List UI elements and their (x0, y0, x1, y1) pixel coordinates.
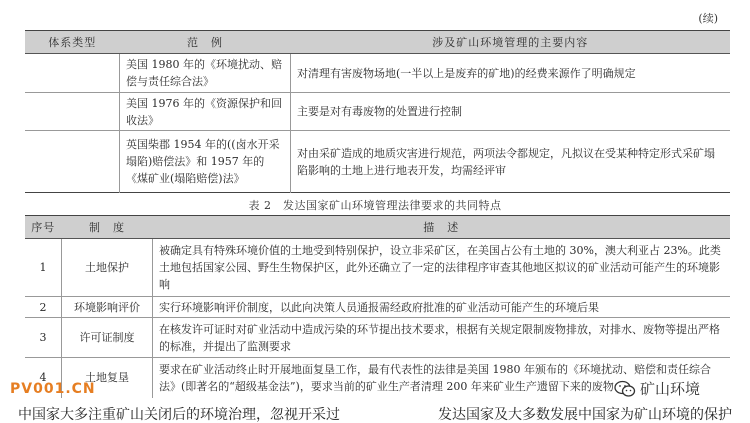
type-cell (25, 54, 120, 93)
number-cell: 1 (25, 239, 62, 297)
legal-system-table (25, 30, 730, 193)
header-number: 序号 (25, 216, 62, 239)
site-watermark: PV001.CN (10, 381, 96, 397)
type-cell (25, 131, 120, 193)
table-row (25, 131, 730, 193)
system-cell: 土地复垦 (62, 358, 153, 398)
header-description: 描 述 (153, 216, 731, 239)
table-row (25, 297, 730, 318)
body-text-line (0, 404, 750, 423)
number-cell: 2 (25, 297, 62, 318)
continued-label: (续) (698, 12, 718, 25)
table-row (25, 54, 730, 93)
content-cell: 对由采矿造成的地质灾害进行规范，两项法令都规定，凡拟议在受某种特定形式采矿塌陷影响的土地上进行地表开发，均需经评审 (291, 131, 731, 193)
account-name: 矿山环境 (640, 380, 701, 398)
wechat-icon (614, 380, 636, 398)
header-example: 范 例 (120, 31, 291, 54)
table-row (25, 93, 730, 131)
system-cell: 许可证制度 (62, 318, 153, 358)
table-header-row (25, 31, 730, 54)
number-cell: 3 (25, 318, 62, 358)
example-cell: 英国柴郡 1954 年的((卤水开采塌陷)赔偿法》和 1957 年的《煤矿业(塌陷赔偿)法》 (120, 131, 291, 193)
table-caption: 表 2 发达国家矿山环境管理法律要求的共同特点 (248, 199, 502, 212)
example-cell: 美国 1980 年的《环境扰动、赔偿与责任综合法》 (120, 54, 291, 93)
system-cell: 土地保护 (62, 239, 153, 297)
number-cell: 4 (25, 358, 62, 398)
content-cell: 主要是对有毒废物的处置进行控制 (291, 93, 731, 131)
type-cell (25, 93, 120, 131)
description-cell: 实行环境影响评价制度，以此向决策人员通报需经政府批准的矿业活动可能产生的环境后果 (153, 297, 731, 318)
body-text-left: 中国家大多注重矿山关闭后的环境治理，忽视开采过 (18, 407, 340, 423)
system-cell: 环境影响评价 (62, 297, 153, 318)
header-system: 制 度 (62, 216, 153, 239)
table-header-row (25, 216, 730, 239)
description-cell: 在核发许可证时对矿业活动中造成污染的环节提出技术要求，根据有关规定限制废物排放，对排水、废物等提出严格的标准，并提出了监测要求 (153, 318, 731, 358)
content-cell: 对清理有害废物场地(一半以上是废弃的矿地)的经费来源作了明确规定 (291, 54, 731, 93)
table-row (25, 318, 730, 358)
body-text-right: 发达国家及大多数发展中国家为矿山环境的保护 (438, 407, 732, 423)
common-features-table (25, 215, 730, 398)
description-cell: 被确定具有特殊环境价值的土地受到特别保护，设立非采矿区，在美国占公有土地的 30%，澳大利亚占 23%。此类土地包括国家公园、野生生物保护区，此外还确立了一定的法律程序审查其他地区拟议的矿业活动可能产生的环境影响 (153, 239, 731, 297)
header-system-type: 体系类型 (25, 31, 120, 54)
example-cell: 美国 1976 年的《资源保护和回收法》 (120, 93, 291, 131)
table-row (25, 239, 730, 297)
header-content: 涉及矿山环境管理的主要内容 (291, 31, 731, 54)
account-watermark (614, 378, 700, 399)
description-cell: 要求在矿业活动终止时开展地面复垦工作，最有代表性的法律是美国 1980 年颁布的《环境扰动、赔偿和责任综合法》(即著名的“超级基金法”)，要求当前的矿业生产者清理 200 年来矿业生产遗留下来的废物 (153, 358, 731, 398)
